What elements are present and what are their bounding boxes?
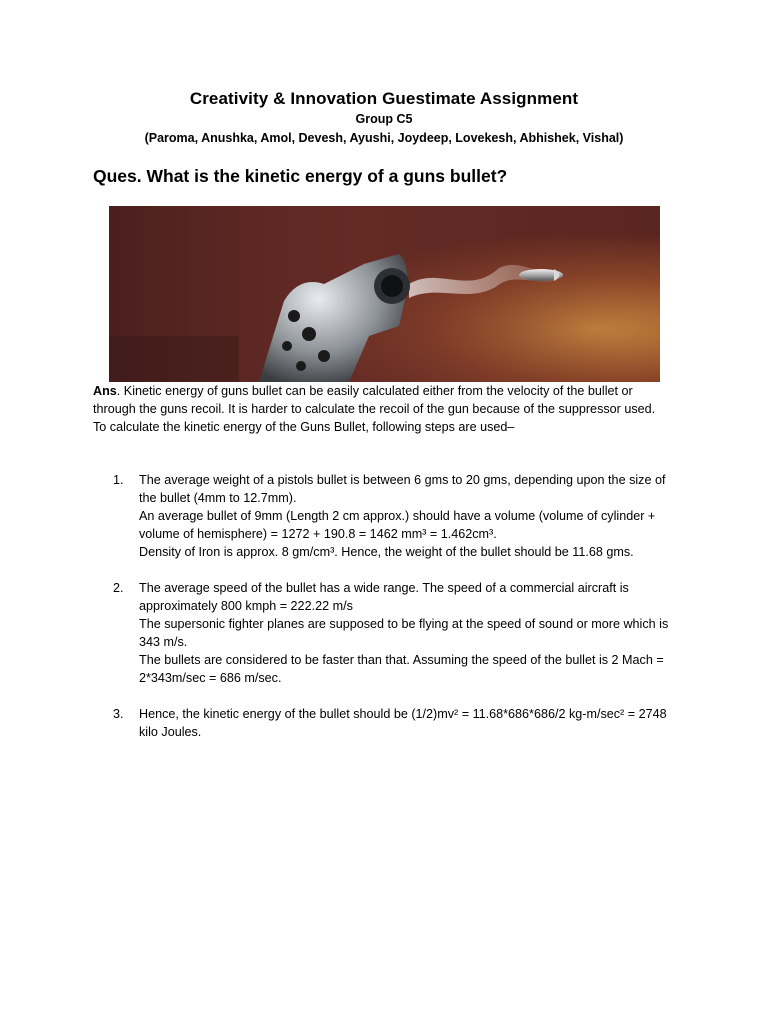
step-number: 1. <box>113 473 124 487</box>
document-title: Creativity & Innovation Guestimate Assignment <box>189 89 579 108</box>
step-number: 3. <box>113 707 124 721</box>
question-heading: Ques. What is the kinetic energy of a guns bullet? <box>93 166 508 186</box>
step-line: Hence, the kinetic energy of the bullet should be (1/2)mv² = 11.68*686*686/2 kg-m/sec² = 2748 kilo Joules. <box>139 707 667 739</box>
step-line: The average speed of the bullet has a wide range. The speed of a commercial aircraft is approximately 800 kmph = 222.22 m/s <box>139 581 629 613</box>
step-line: The supersonic fighter planes are supposed to be flying at the speed of sound or more which is 343 m/s. <box>139 617 669 649</box>
list-item <box>113 471 678 561</box>
step-line: An average bullet of 9mm (Length 2 cm approx.) should have a volume (volume of cylinder + volume of hemisphere) = 1272 + 190.8 = 1462 mm³ = 1.462cm³. <box>139 509 656 541</box>
list-item <box>113 705 678 741</box>
calculation-steps <box>113 471 678 759</box>
group-members: (Paroma, Anushka, Amol, Devesh, Ayushi, Joydeep, Lovekesh, Abhishek, Vishal) <box>144 131 624 145</box>
answer-text: . Kinetic energy of guns bullet can be easily calculated either from the velocity of the bullet or through the guns recoil. It is harder to calculate the recoil of the gun because of the suppressor used. <box>93 384 656 416</box>
step-line: The bullets are considered to be faster than that. Assuming the speed of the bullet is 2 Mach = 2*343m/sec = 686 m/sec. <box>139 653 664 685</box>
list-item <box>113 579 678 687</box>
revolver-bullet-photo <box>109 206 660 382</box>
step-number: 2. <box>113 581 124 595</box>
answer-paragraph <box>93 382 673 418</box>
answer-section <box>93 382 673 436</box>
answer-intro: To calculate the kinetic energy of the Guns Bullet, following steps are used– <box>93 420 515 434</box>
step-line: Density of Iron is approx. 8 gm/cm³. Hence, the weight of the bullet should be 11.68 gms. <box>139 545 634 559</box>
step-line: The average weight of a pistols bullet is between 6 gms to 20 gms, depending upon the size of the bullet (4mm to 12.7mm). <box>139 473 666 505</box>
group-label: Group C5 <box>355 112 413 126</box>
answer-label: Ans <box>93 384 117 398</box>
